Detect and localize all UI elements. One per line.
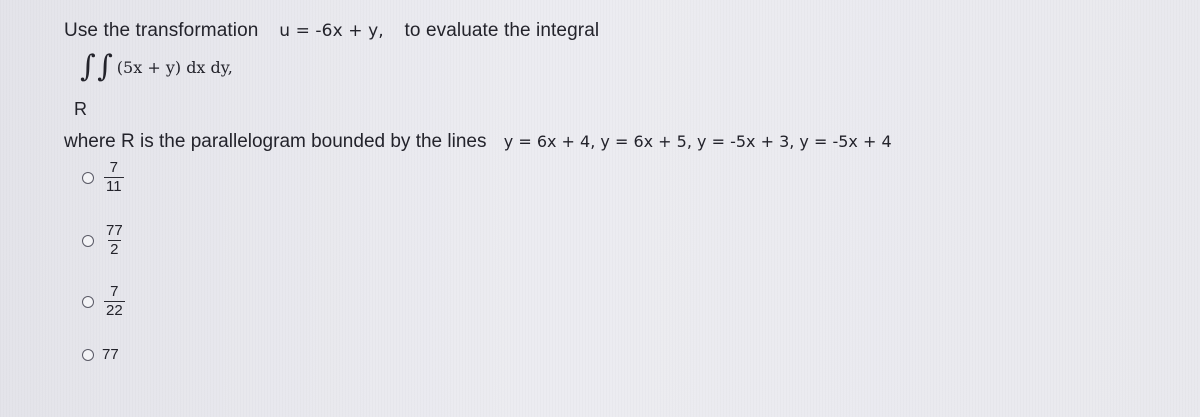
region-description-row [64, 131, 892, 153]
denominator: 2 [110, 241, 119, 258]
radio-button-3[interactable] [82, 296, 94, 308]
numerator: 77 [106, 222, 123, 239]
answer-value-4: 77 [102, 346, 119, 363]
radio-button-2[interactable] [82, 235, 94, 247]
radio-button-1[interactable] [82, 172, 94, 184]
numerator: 7 [109, 159, 118, 176]
integral-signs: ∫ ∫ [80, 49, 109, 84]
numerator: 7 [110, 283, 119, 300]
answer-fraction-1 [104, 159, 124, 196]
prompt-intro: Use the transformation [64, 20, 259, 41]
denominator: 11 [106, 178, 122, 195]
answer-option-2[interactable] [82, 222, 125, 259]
double-integral [80, 49, 233, 84]
integrand: (5x + y) dx dy, [116, 57, 233, 77]
question-prompt [64, 20, 599, 42]
bounding-lines: y = 6x + 4, y = 6x + 5, y = -5x + 3, y = -5x + 4 [503, 132, 892, 151]
region-description: where R is the parallelogram bounded by the lines [64, 131, 487, 152]
region-label: R [74, 99, 87, 119]
answer-option-1[interactable] [82, 159, 124, 196]
prompt-instruction: to evaluate the integral [404, 20, 600, 41]
denominator: 22 [106, 302, 123, 319]
transformation-formula: u = -6x + y, [279, 21, 384, 41]
radio-button-4[interactable] [82, 349, 94, 361]
answer-fraction-3 [104, 283, 125, 320]
answer-option-3[interactable] [82, 283, 125, 320]
answer-fraction-2 [104, 222, 125, 259]
answer-option-4[interactable] [82, 346, 119, 363]
